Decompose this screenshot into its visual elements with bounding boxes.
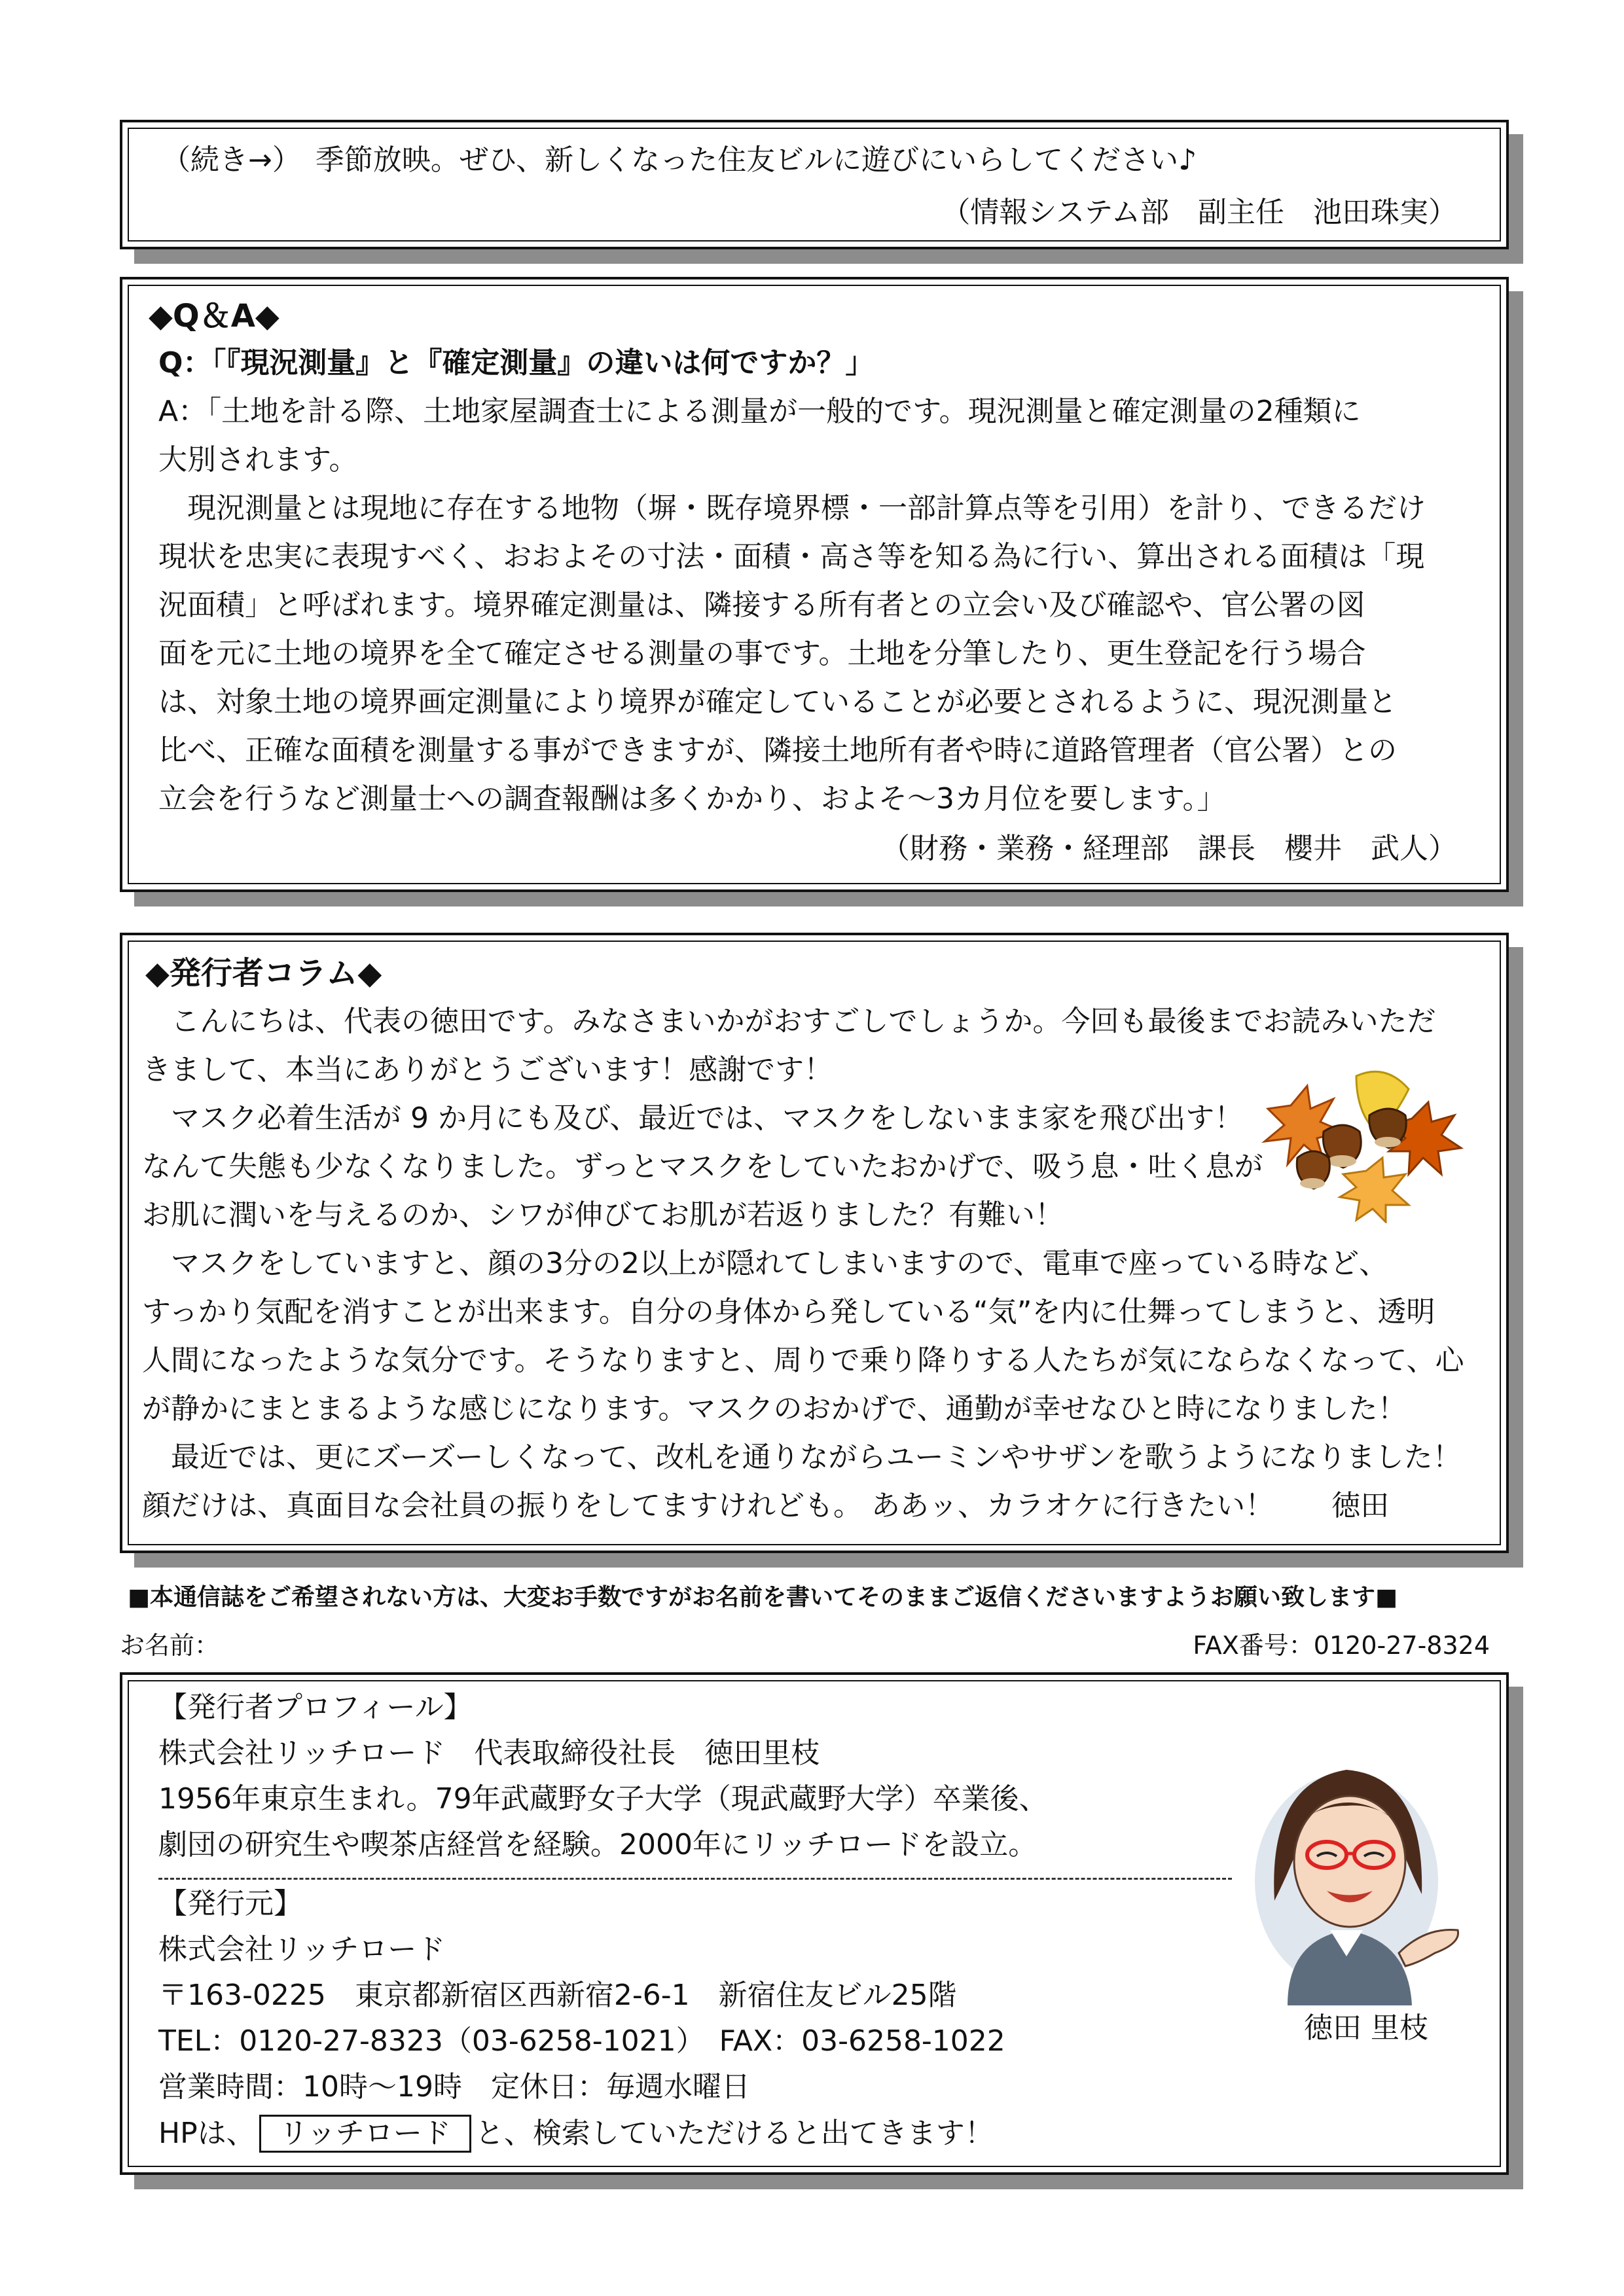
column-line: なんて失態も少なくなりました。ずっとマスクをしていたおかげで、吸う息・吐く息が	[142, 1150, 1263, 1183]
qa-answer-line: は、対象土地の境界画定測量により境界が確定していることが必要とされるように、現況測量と	[158, 685, 1397, 719]
qa-answer-line: 況面積」と呼ばれます。境界確定測量は、隣接する所有者との立会い及び確認や、官公署の図	[158, 588, 1365, 622]
qa-answer-line: 立会を行うなど測量士への調査報酬は多くかかり、およそ～3カ月位を要します。」	[158, 782, 1226, 816]
column-line: こんにちは、代表の徳田です。みなさまいかがおすごしでしょうか。今回も最後までお読みいただ	[142, 1005, 1436, 1038]
chestnut-icon	[1297, 1151, 1329, 1189]
qa-heading: ◆Q＆A◆	[149, 298, 280, 334]
name-label: お名前：	[120, 1631, 220, 1660]
publisher-phone: TEL：0120-27-8323（03-6258-1021） FAX：03-6258-1022	[158, 2024, 1005, 2058]
hp-prefix: HPは、	[158, 2117, 255, 2150]
column-line: 人間になったような気分です。そうなりますと、周りで乗り降りする人たちが気にならなくなって、心	[142, 1344, 1464, 1377]
qa-box	[120, 277, 1509, 892]
qa-author: （財務・業務・経理部 課長 櫻井 武人）	[881, 832, 1457, 865]
unsubscribe-notice: ■本通信誌をご希望されない方は、大変お手数ですがお名前を書いてそのままご返信くださいますようお願い致します■	[128, 1584, 1398, 1611]
qa-answer-line: 現状を忠実に表現すべく、おおよその寸法・面積・高さ等を知る為に行い、算出される面積は「現	[158, 540, 1425, 573]
section-divider	[158, 1878, 1232, 1880]
qa-answer-line: A：「土地を計る際、土地家屋調査士による測量が一般的です。現況測量と確定測量の2種類に	[158, 395, 1361, 428]
maple-leaf-icon	[1340, 1158, 1409, 1222]
column-line: すっかり気配を消すことが出来ます。自分の身体から発している“気”を内に仕舞ってしまうと、透明	[142, 1295, 1435, 1329]
column-box	[120, 933, 1509, 1553]
fax-number: FAX番号：0120-27-8324	[1193, 1631, 1490, 1660]
publisher-address: 〒163-0225 東京都新宿区西新宿2-6-1 新宿住友ビル25階	[158, 1979, 957, 2012]
continuation-box	[120, 120, 1509, 249]
chestnut-icon	[1369, 1109, 1407, 1148]
hp-suffix: と、検索していただけると出てきます！	[475, 2117, 994, 2150]
hp-search-keyword: リッチロード	[259, 2115, 471, 2153]
profile-box	[120, 1672, 1509, 2175]
qa-question: Q：「『現況測量』と『確定測量』の違いは何ですか？」	[158, 346, 875, 380]
column-line: マスクをしていますと、顔の3分の2以上が隠れてしまいますので、電車で座っている時など、	[142, 1247, 1388, 1280]
profile-line: 株式会社リッチロード 代表取締役社長 徳田里枝	[158, 1736, 820, 1770]
qa-answer-line: 面を元に土地の境界を全て確定させる測量の事です。土地を分筆したり、更生登記を行う場合	[158, 637, 1366, 670]
continuation-text: （続き→） 季節放映。ぜひ、新しくなった住友ビルに遊びにいらしてください♪	[162, 143, 1197, 177]
column-line: お肌に潤いを与えるのか、シワが伸びてお肌が若返りました？有難い！	[142, 1198, 1064, 1232]
profile-heading: 【発行者プロフィール】	[158, 1691, 473, 1724]
autumn-leaves-illustration	[1245, 1060, 1468, 1223]
publisher-heading: 【発行元】	[158, 1887, 302, 1920]
qa-answer-line: 現況測量とは現地に存在する地物（塀・既存境界標・一部計算点等を引用）を計り、できるだけ	[158, 492, 1426, 525]
column-heading: ◆発行者コラム◆	[145, 955, 382, 992]
publisher-line: 株式会社リッチロード	[158, 1933, 446, 1966]
column-line: きまして、本当にありがとうございます！感謝です！	[142, 1053, 833, 1086]
column-line: 顔だけは、真面目な会社員の振りをしてますけれども。 ああッ、カラオケに行きたい！ 徳田	[142, 1489, 1390, 1522]
publisher-hours: 営業時間：10時～19時 定休日：毎週水曜日	[158, 2070, 750, 2104]
portrait-avatar	[1248, 1731, 1464, 2005]
profile-line: 劇団の研究生や喫茶店経営を経験。2000年にリッチロードを設立。	[158, 1828, 1038, 1861]
profile-line: 1956年東京生まれ。79年武蔵野女子大学（現武蔵野大学）卒業後、	[158, 1782, 1048, 1816]
continuation-author: （情報システム部 副主任 池田珠実）	[941, 196, 1457, 229]
portrait-caption: 徳田 里枝	[1304, 2011, 1428, 2045]
column-line: が静かにまとまるような感じになります。マスクのおかげで、通勤が幸せなひと時になりました！	[142, 1392, 1407, 1426]
qa-answer-line: 大別されます。	[158, 443, 358, 476]
column-line: 最近では、更にズーズーしくなって、改札を通りながらユーミンやサザンを歌うようになりました！	[142, 1441, 1462, 1474]
qa-answer-line: 比べ、正確な面積を測量する事ができますが、隣接土地所有者や時に道路管理者（官公署）との	[158, 734, 1397, 767]
column-line: マスク必着生活が 9 か月にも及び、最近では、マスクをしないまま家を飛び出す！	[142, 1102, 1244, 1135]
hp-search-line	[158, 2115, 994, 2153]
